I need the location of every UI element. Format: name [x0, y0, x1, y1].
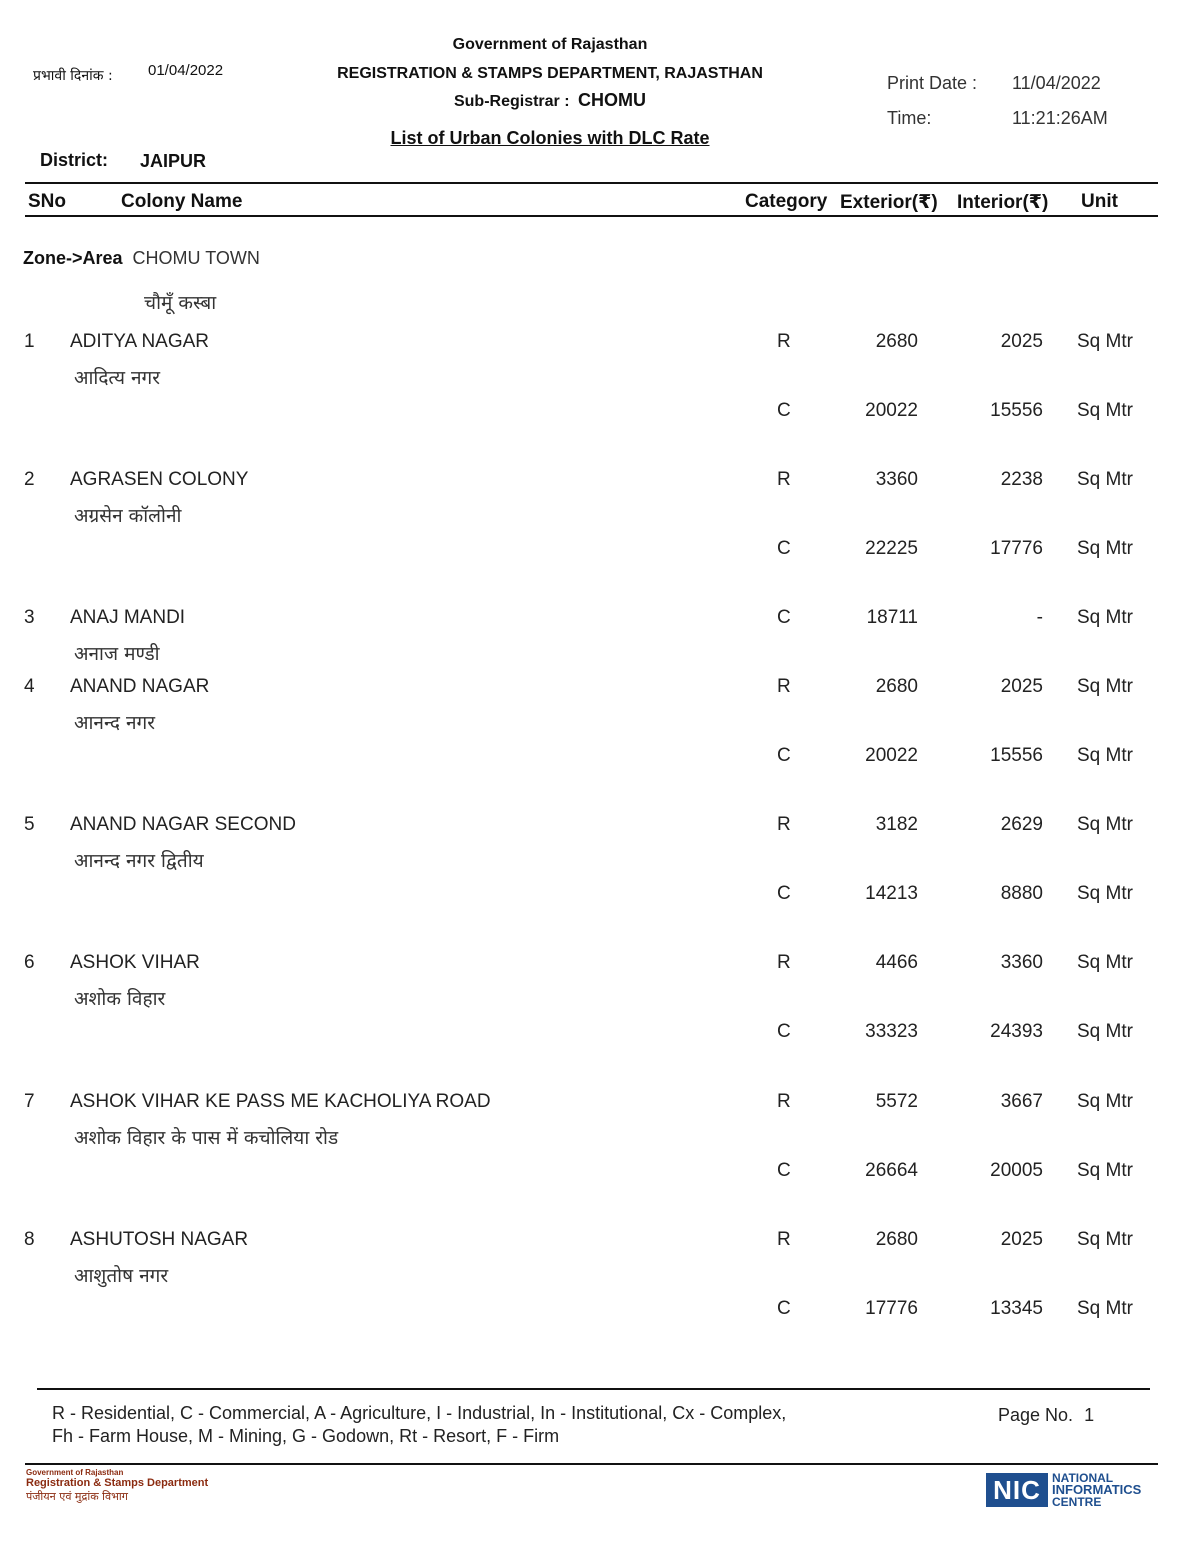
row-interior: 13345: [990, 1298, 1043, 1319]
row-colony-name: ADITYA NAGAR: [70, 331, 210, 352]
print-date-label: Print Date :: [887, 73, 978, 93]
row-category: R: [777, 1091, 791, 1112]
row-sno: 5: [24, 814, 35, 835]
row-unit: Sq Mtr: [1077, 814, 1133, 835]
row-colony-name-hindi: अशोक विहार: [74, 988, 166, 1010]
row-unit: Sq Mtr: [1077, 745, 1133, 766]
row-category: R: [777, 814, 791, 835]
row-colony-name: ASHUTOSH NAGAR: [70, 1229, 249, 1250]
row-interior: 8880: [1000, 883, 1043, 904]
row-unit: Sq Mtr: [1077, 331, 1133, 352]
row-sno: 4: [24, 676, 35, 697]
row-exterior: 2680: [875, 676, 918, 697]
row-colony-name: ASHOK VIHAR: [70, 952, 200, 973]
row-unit: Sq Mtr: [1077, 469, 1133, 490]
row-category: C: [777, 1160, 791, 1181]
row-exterior: 22225: [865, 538, 918, 559]
row-interior: 3667: [1000, 1091, 1043, 1112]
nic-line-1: NATIONAL: [1052, 1471, 1114, 1485]
row-sno: 1: [24, 331, 35, 352]
page-no: 1: [1084, 1405, 1095, 1425]
row-interior: 2025: [1000, 331, 1043, 352]
time-value: 11:21:26AM: [1012, 108, 1108, 128]
row-colony-name: ANAND NAGAR: [70, 676, 210, 697]
row-category: C: [777, 883, 791, 904]
dept-logo: [26, 1468, 208, 1504]
row-exterior: 18711: [866, 607, 918, 628]
row-colony-name-hindi: अग्रसेन कॉलोनी: [74, 505, 182, 527]
row-exterior: 5572: [875, 1091, 918, 1112]
zone-name: CHOMU TOWN: [132, 248, 260, 268]
row-unit: Sq Mtr: [1077, 676, 1133, 697]
row-exterior: 2680: [875, 331, 918, 352]
row-exterior: 4466: [875, 952, 918, 973]
row-colony-name-hindi: आनन्द नगर द्वितीय: [74, 850, 204, 872]
category-legend: [52, 1402, 786, 1448]
print-date: 11/04/2022: [1012, 73, 1101, 93]
row-colony-name-hindi: अनाज मण्डी: [74, 643, 160, 665]
row-exterior: 3182: [875, 814, 918, 835]
row-sno: 7: [24, 1091, 35, 1112]
row-exterior: 2680: [875, 1229, 918, 1250]
row-category: C: [777, 538, 791, 559]
row-unit: Sq Mtr: [1077, 1021, 1133, 1042]
row-unit: Sq Mtr: [1077, 1160, 1133, 1181]
row-colony-name-hindi: आशुतोष नगर: [74, 1265, 169, 1287]
nic-logo: NIC: [986, 1473, 1048, 1507]
row-colony-name-hindi: आदित्य नगर: [74, 367, 161, 389]
header-bottom-rule: [25, 215, 1158, 217]
row-interior: 2025: [1000, 1229, 1043, 1250]
row-colony-name-hindi: आनन्द नगर: [74, 712, 155, 734]
nic-line-3: CENTRE: [1052, 1495, 1102, 1509]
row-unit: Sq Mtr: [1077, 1229, 1133, 1250]
row-unit: Sq Mtr: [1077, 952, 1133, 973]
legend-line-2: Fh - Farm House, M - Mining, G - Godown, Rt - Resort, F - Firm: [52, 1426, 560, 1446]
district-label: District:: [40, 150, 109, 170]
row-unit: Sq Mtr: [1077, 607, 1133, 628]
row-unit: Sq Mtr: [1077, 400, 1133, 421]
row-colony-name: ASHOK VIHAR KE PASS ME KACHOLIYA ROAD: [70, 1091, 491, 1112]
row-exterior: 20022: [865, 745, 918, 766]
row-colony-name: AGRASEN COLONY: [70, 469, 249, 490]
effective-date-label: प्रभावी दिनांक :: [33, 68, 113, 84]
row-interior: 2238: [1000, 469, 1043, 490]
row-category: C: [777, 745, 791, 766]
row-interior: 15556: [990, 745, 1043, 766]
row-unit: Sq Mtr: [1077, 1298, 1133, 1319]
col-exterior: Exterior(₹): [840, 192, 938, 213]
col-interior: Interior(₹): [957, 192, 1049, 213]
effective-date: 01/04/2022: [148, 62, 224, 79]
zone-label: Zone->Area: [23, 248, 123, 268]
row-sno: 3: [24, 607, 35, 628]
row-colony-name-hindi: अशोक विहार के पास में कचोलिया रोड: [74, 1127, 339, 1149]
legend-line-1: R - Residential, C - Commercial, A - Agriculture, I - Industrial, In - Institutional, Cx - Complex,: [52, 1403, 787, 1423]
nic-wordmark: [1052, 1472, 1141, 1508]
row-category: R: [777, 1229, 791, 1250]
page-label: Page No.: [998, 1405, 1074, 1425]
row-sno: 6: [24, 952, 35, 973]
zone-area: [23, 248, 260, 269]
bottom-rule: [25, 1463, 1158, 1465]
page-number: [998, 1405, 1094, 1426]
list-title: List of Urban Colonies with DLC Rate: [390, 128, 710, 148]
sub-registrar: [300, 90, 800, 111]
row-category: C: [777, 607, 791, 628]
row-sno: 8: [24, 1229, 35, 1250]
row-exterior: 20022: [865, 400, 918, 421]
dept-title: REGISTRATION & STAMPS DEPARTMENT, RAJASTHAN: [337, 65, 763, 82]
row-interior: 2629: [1000, 814, 1043, 835]
col-unit: Unit: [1081, 191, 1118, 212]
row-interior: 15556: [990, 400, 1043, 421]
row-category: R: [777, 469, 791, 490]
row-unit: Sq Mtr: [1077, 538, 1133, 559]
row-exterior: 3360: [875, 469, 918, 490]
row-interior: 2025: [1000, 676, 1043, 697]
row-interior: 17776: [990, 538, 1043, 559]
col-sno: SNo: [28, 191, 66, 212]
row-exterior: 17776: [865, 1298, 918, 1319]
nic-line-2: INFORMATICS: [1052, 1482, 1142, 1497]
logo-dept: Registration & Stamps Department: [26, 1477, 209, 1489]
row-category: C: [777, 400, 791, 421]
footer-rule: [37, 1388, 1150, 1390]
row-colony-name: ANAND NAGAR SECOND: [70, 814, 296, 835]
district-value: JAIPUR: [140, 151, 207, 171]
row-interior: -: [1036, 607, 1043, 628]
col-colony-name: Colony Name: [121, 191, 243, 212]
row-colony-name: ANAJ MANDI: [70, 607, 186, 628]
time-label: Time:: [887, 108, 932, 128]
row-category: R: [777, 676, 791, 697]
row-category: R: [777, 952, 791, 973]
row-category: C: [777, 1021, 791, 1042]
sub-registrar-value: CHOMU: [578, 90, 647, 110]
row-interior: 3360: [1000, 952, 1043, 973]
row-sno: 2: [24, 469, 35, 490]
row-exterior: 14213: [865, 883, 918, 904]
row-category: C: [777, 1298, 791, 1319]
col-category: Category: [745, 191, 828, 212]
row-category: R: [777, 331, 791, 352]
zone-name-hindi: चौमूँ कस्बा: [144, 292, 217, 314]
logo-gov: Government of Rajasthan: [26, 1468, 124, 1477]
row-interior: 20005: [990, 1160, 1043, 1181]
row-interior: 24393: [990, 1021, 1043, 1042]
gov-title: Government of Rajasthan: [452, 36, 648, 53]
row-unit: Sq Mtr: [1077, 1091, 1133, 1112]
sub-registrar-label: Sub-Registrar :: [453, 93, 570, 110]
row-exterior: 33323: [865, 1021, 918, 1042]
row-unit: Sq Mtr: [1077, 883, 1133, 904]
header-top-rule: [25, 182, 1158, 184]
logo-dept-hi: पंजीयन एवं मुद्रांक विभाग: [26, 1490, 128, 1503]
row-exterior: 26664: [865, 1160, 918, 1181]
